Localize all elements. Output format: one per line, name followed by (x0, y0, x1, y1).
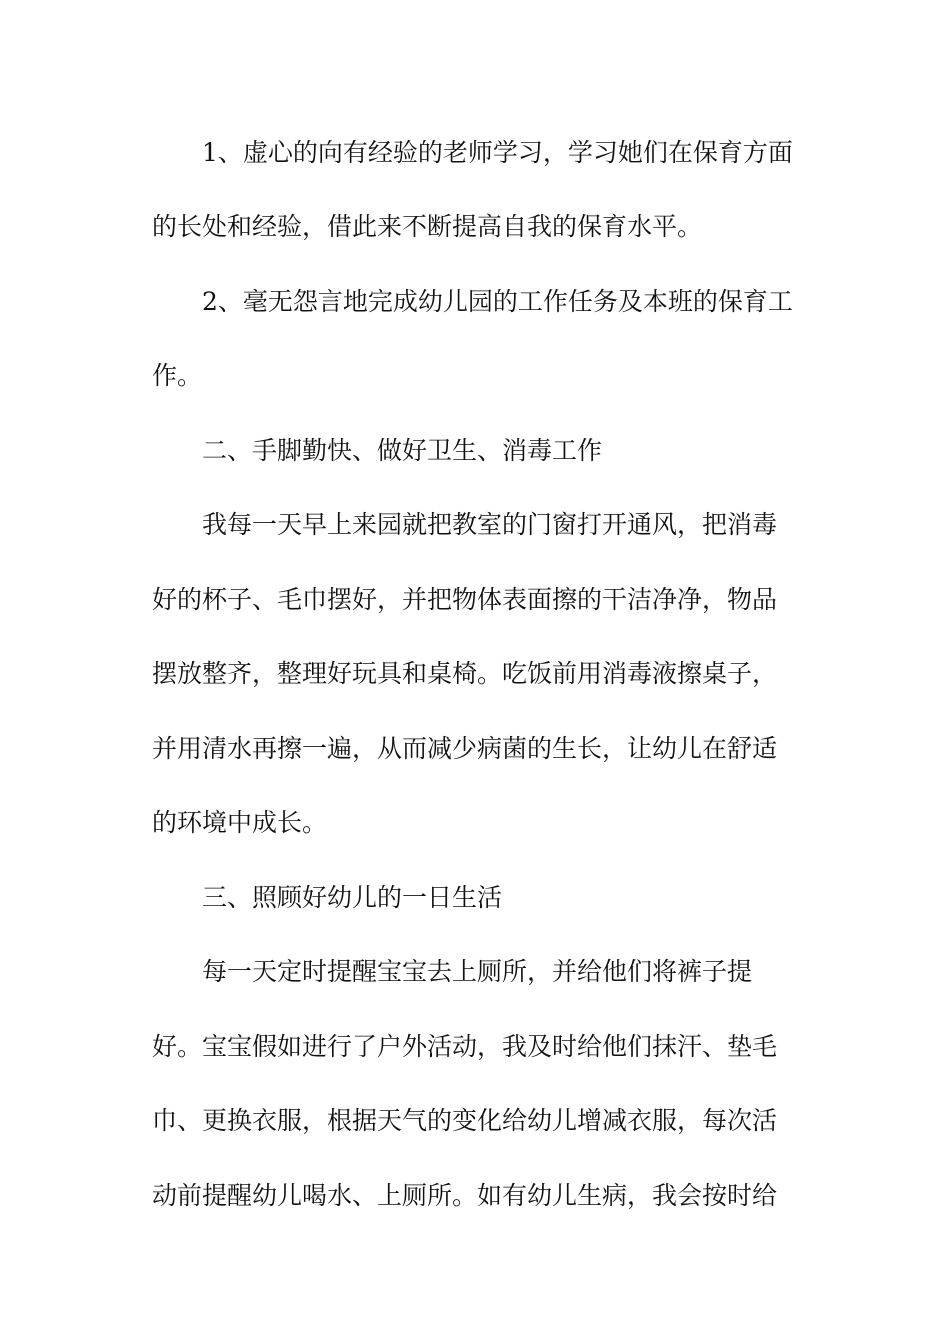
paragraph-line: 动前提醒幼儿喝水、上厕所。如有幼儿生病，我会按时给 (152, 1181, 778, 1210)
paragraph-line: 好的杯子、毛巾摆好，并把物体表面擦的干洁净净，物品 (152, 585, 778, 614)
paragraph-line: 巾、更换衣服，根据天气的变化给幼儿增减衣服，每次活 (152, 1106, 778, 1135)
section-heading: 三、照顾好幼儿的一日生活 (202, 883, 503, 912)
paragraph-line: 的长处和经验，借此来不断提高自我的保育水平。 (152, 212, 703, 241)
paragraph-line: 2、毫无怨言地完成幼儿园的工作任务及本班的保育工 (202, 287, 793, 316)
paragraph-line: 并用清水再擦一遍，从而减少病菌的生长，让幼儿在舒适 (152, 734, 778, 763)
section-heading: 二、手脚勤快、做好卫生、消毒工作 (202, 436, 603, 465)
paragraph-line: 摆放整齐，整理好玩具和桌椅。吃饭前用消毒液擦桌子， (152, 659, 778, 688)
paragraph-line: 每一天定时提醒宝宝去上厕所，并给他们将裤子提 (202, 957, 753, 986)
paragraph-line: 的环境中成长。 (152, 808, 328, 837)
paragraph-line: 作。 (152, 361, 203, 390)
paragraph-line: 1、虚心的向有经验的老师学习，学习她们在保育方面 (202, 138, 793, 167)
paragraph-line: 好。宝宝假如进行了户外活动，我及时给他们抹汗、垫毛 (152, 1032, 778, 1061)
paragraph-line: 我每一天早上来园就把教室的门窗打开通风，把消毒 (202, 510, 778, 539)
